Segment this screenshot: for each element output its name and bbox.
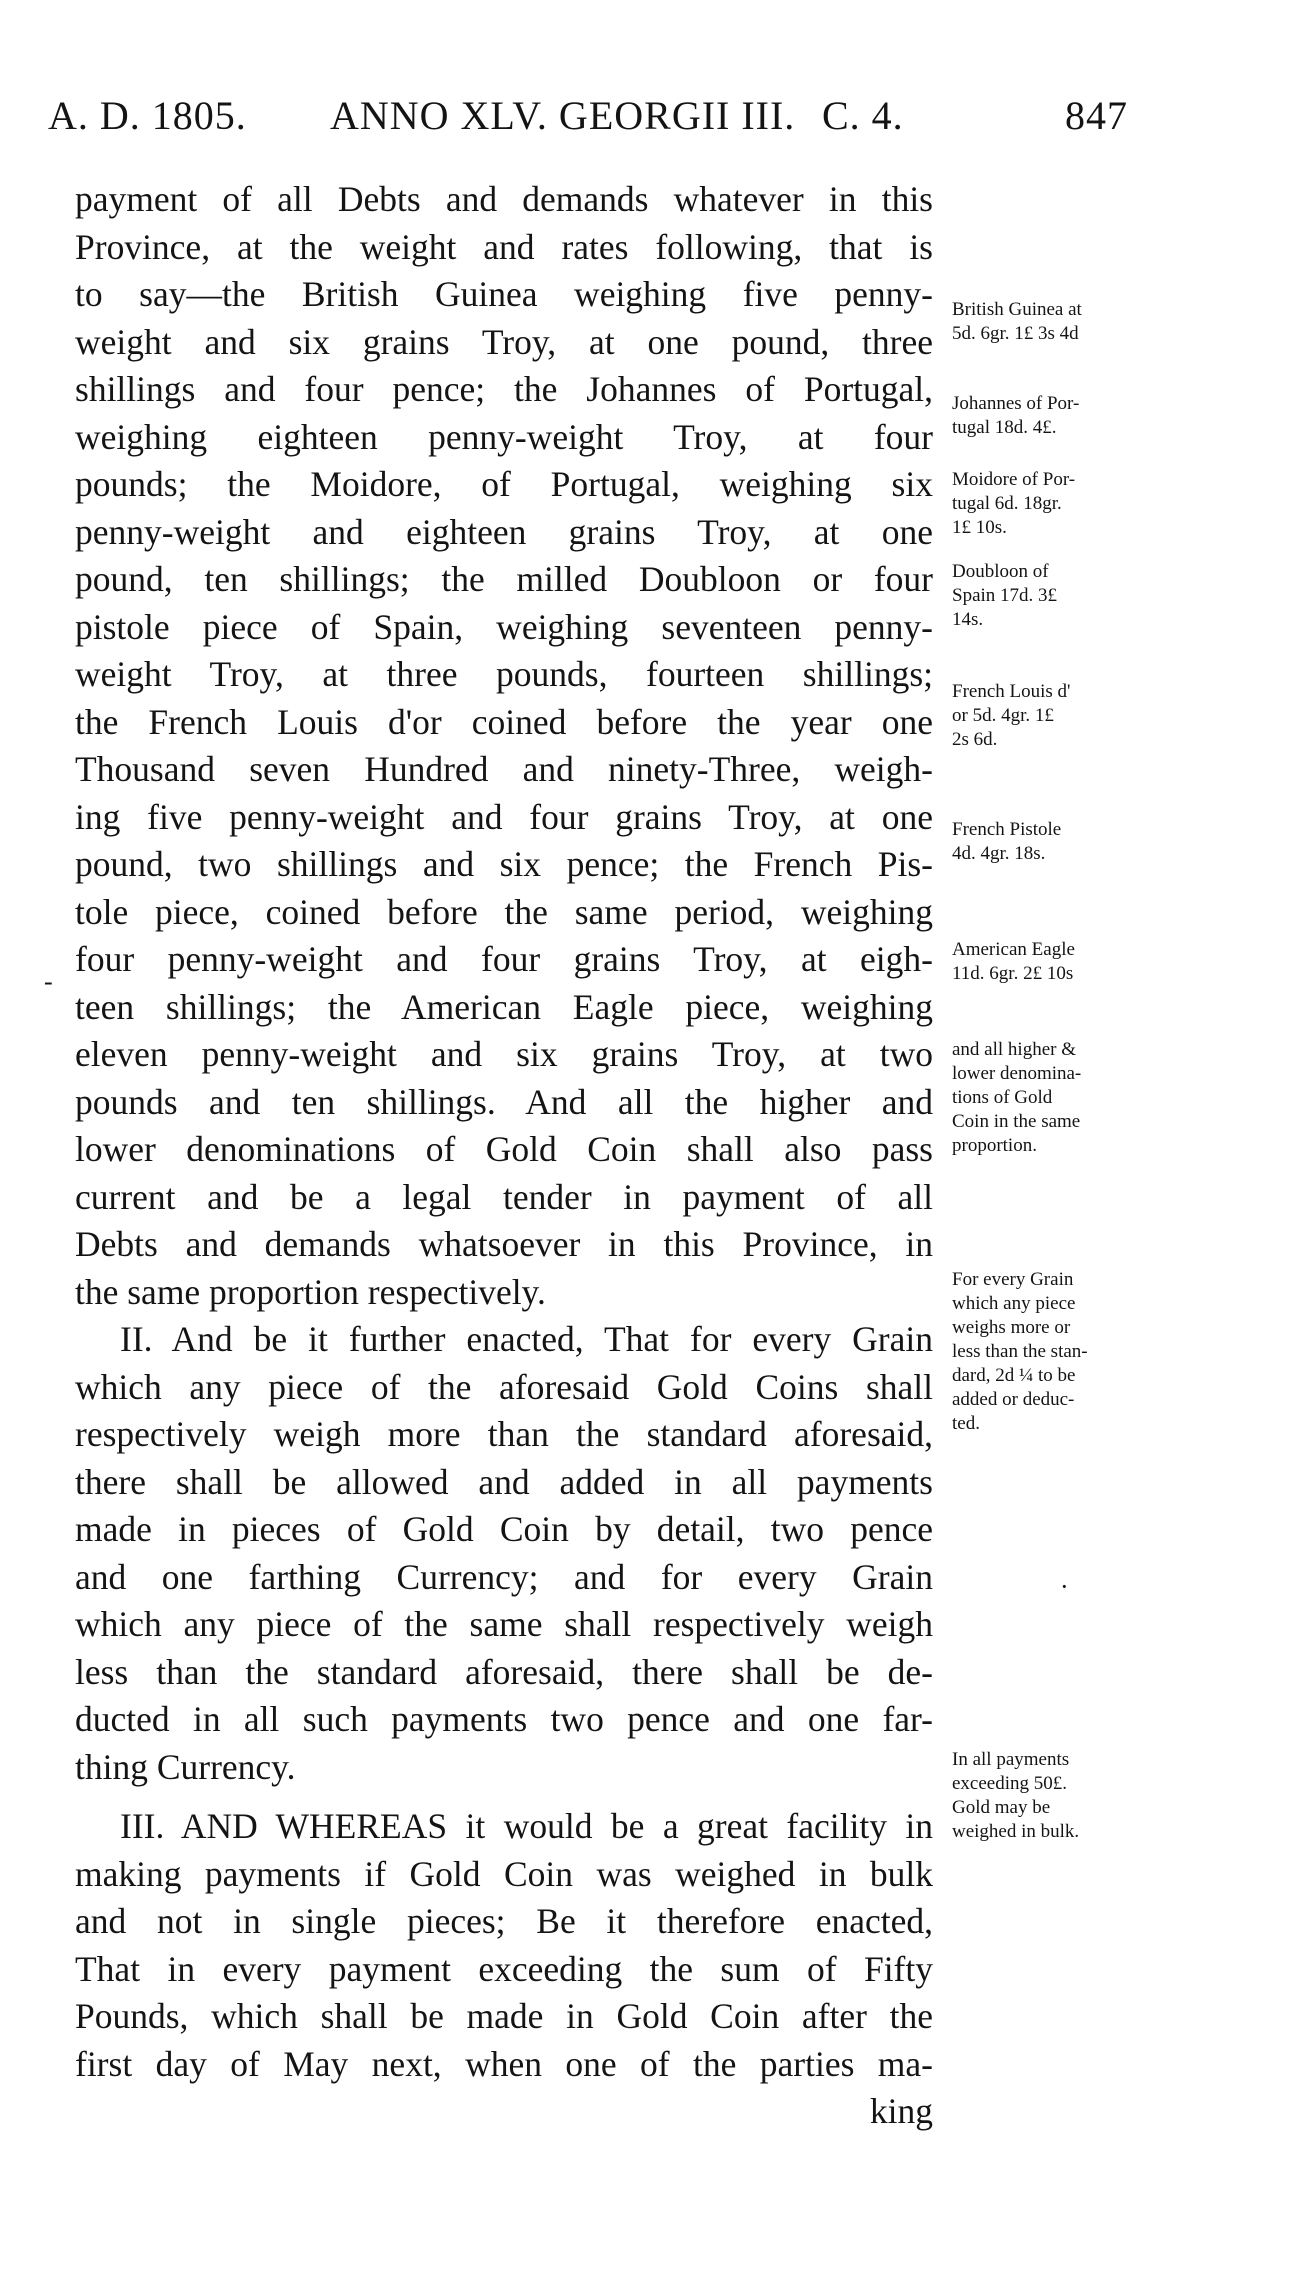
section-iii-first-line: III. AND WHEREAS it would be a great facility in [120, 1806, 933, 1846]
text-line: payment of all Debts and demands whatever in this [75, 179, 933, 219]
text-line: tole piece, coined before the same period, weighing [75, 891, 933, 932]
text-line: current and be a legal tender in payment of all [75, 1176, 933, 1217]
header-year: A. D. 1805. [48, 93, 247, 138]
text-line: pound, two shillings and six pence; the French Pis- [75, 844, 933, 884]
text-line: teen shillings; the American Eagle piece, weighing [75, 986, 933, 1027]
text-line: weight and six grains Troy, at one pound, three [75, 321, 933, 362]
catchword: king [869, 2091, 933, 2131]
text-line: four penny-weight and four grains Troy, at eigh- [75, 939, 933, 979]
text-line: making payments if Gold Coin was weighed in bulk [75, 1853, 933, 1894]
text-line: That in every payment exceeding the sum of Fifty [75, 1948, 933, 1989]
margin-note-moidore: Moidore of Por- tugal 6d. 18gr. 1£ 10s. [952, 469, 1076, 538]
header-chapter: C. 4. [822, 93, 904, 138]
text-line: there shall be allowed and added in all payments [75, 1461, 933, 1502]
margin-note-johannes: Johannes of Por- tugal 18d. 4£. [952, 393, 1080, 438]
margin-note-higher-lower-denominations: and all higher & lower denomina- tions of Gold Coin in the same proportion. [952, 1039, 1082, 1156]
text-line: pounds; the Moidore, of Portugal, weighing six [75, 464, 933, 504]
text-line: and not in single pieces; Be it therefore enacted, [75, 1901, 933, 1941]
header-title: ANNO XLV. GEORGII III. [330, 93, 796, 138]
margin-dash-mark: - [44, 967, 53, 996]
text-line: less than the standard aforesaid, there shall be de- [75, 1651, 933, 1692]
section-ii-first-line: II. And be it further enacted, That for every Grain [120, 1319, 933, 1359]
text-line: pound, ten shillings; the milled Doubloon or four [75, 559, 933, 599]
text-line: which any piece of the same shall respectively weigh [75, 1604, 933, 1644]
page-number: 847 [1065, 93, 1128, 138]
main-text [75, 176, 933, 2136]
text-line: Debts and demands whatsoever in this Province, in [75, 1224, 933, 1264]
text-line: the French Louis d'or coined before the year one [75, 701, 933, 742]
running-header [48, 92, 1128, 148]
text-line: the same proportion respectively. [75, 1271, 546, 1312]
text-line: penny-weight and eighteen grains Troy, at one [75, 511, 933, 552]
text-line: Pounds, which shall be made in Gold Coin after the [75, 1996, 933, 2036]
text-line: respectively weigh more than the standard aforesaid, [75, 1414, 933, 1454]
margin-note-every-grain: For every Grain which any piece weighs more or less than the stan- dard, 2d ¼ to be added or deduc- ted. [952, 1269, 1088, 1434]
text-line: lower denominations of Gold Coin shall also pass [75, 1129, 933, 1169]
margin-note-british-guinea: British Guinea at 5d. 6gr. 1£ 3s 4d [952, 299, 1082, 344]
text-line: shillings and four pence; the Johannes of Portugal, [75, 369, 933, 409]
text-line: weight Troy, at three pounds, fourteen shillings; [75, 654, 933, 694]
text-line: Thousand seven Hundred and ninety-Three, weigh- [75, 749, 933, 789]
margin-note-french-pistole: French Pistole 4d. 4gr. 18s. [952, 819, 1062, 864]
text-line: which any piece of the aforesaid Gold Coins shall [75, 1366, 933, 1407]
text-line: to say—the British Guinea weighing five penny- [75, 274, 933, 314]
text-line: Province, at the weight and rates following, that is [75, 226, 933, 267]
margin-dot-mark: · [1060, 1572, 1069, 1601]
margin-note-doubloon: Doubloon of Spain 17d. 3£ 14s. [952, 561, 1058, 630]
text-line: ducted in all such payments two pence and one far- [75, 1699, 933, 1739]
text-line: made in pieces of Gold Coin by detail, two pence [75, 1509, 933, 1549]
text-line: pounds and ten shillings. And all the higher and [75, 1081, 933, 1122]
text-line: and one farthing Currency; and for every Grain [75, 1556, 933, 1597]
text-line: pistole piece of Spain, weighing seventeen penny- [75, 606, 933, 647]
margin-note-american-eagle: American Eagle 11d. 6gr. 2£ 10s [952, 939, 1075, 984]
text-line: eleven penny-weight and six grains Troy, at two [75, 1034, 933, 1074]
text-line: thing Currency. [75, 1746, 296, 1787]
margin-note-payments-in-bulk: In all payments exceeding 50£. Gold may be weighed in bulk. [952, 1749, 1080, 1842]
text-line: weighing eighteen penny-weight Troy, at four [75, 416, 933, 457]
text-line: ing five penny-weight and four grains Troy, at one [75, 796, 933, 837]
margin-note-louis-dor: French Louis d' or 5d. 4gr. 1£ 2s 6d. [952, 681, 1071, 750]
text-line: first day of May next, when one of the parties ma- [75, 2043, 933, 2084]
